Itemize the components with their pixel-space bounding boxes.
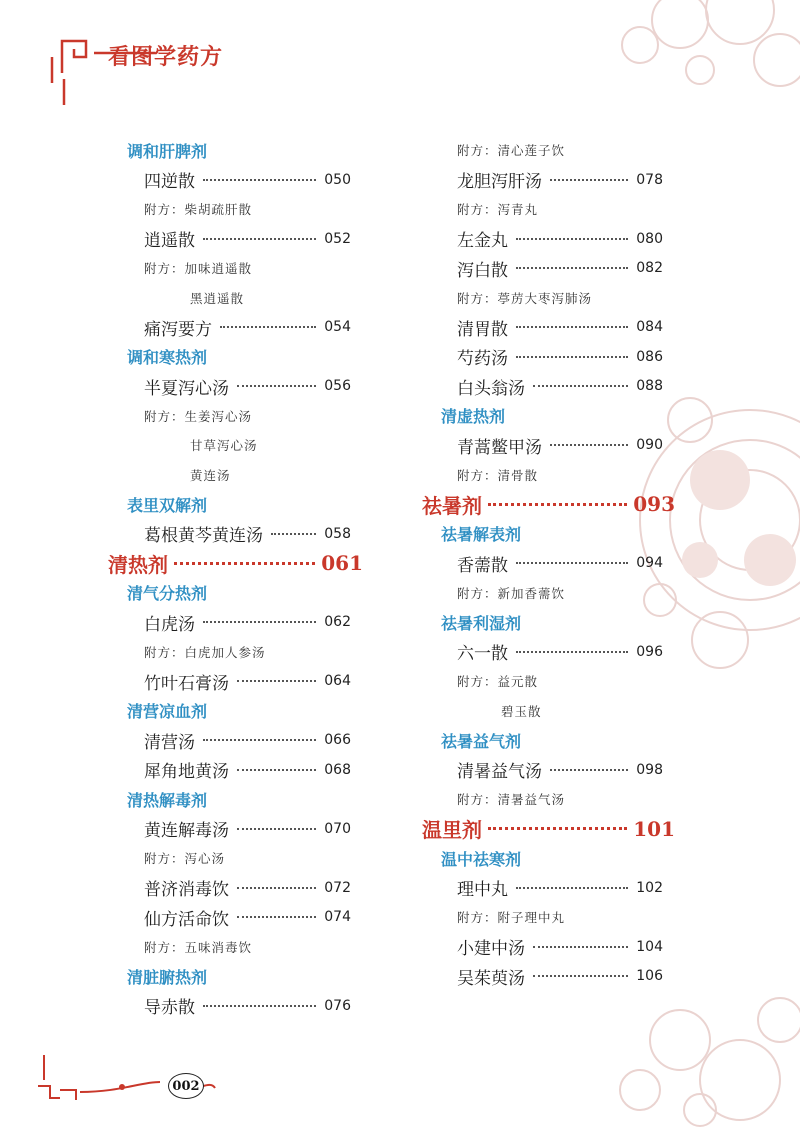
chapter-title: 祛暑剂 — [422, 493, 482, 518]
entry-title: 痛泻要方 — [144, 319, 212, 340]
toc-entry — [144, 816, 351, 842]
appended-formula — [457, 580, 565, 606]
toc-entry — [457, 875, 663, 901]
entry-page-number: 066 — [324, 732, 351, 748]
appended-formula — [457, 196, 538, 222]
entry-title: 六一散 — [457, 644, 508, 664]
entry-page-number: 064 — [324, 673, 351, 689]
section-heading — [127, 491, 207, 517]
appended-formula — [457, 668, 538, 694]
toc-entry — [457, 344, 663, 370]
chapter-page-number: 061 — [321, 551, 363, 575]
dot-leader — [516, 356, 628, 358]
appended-formula-text: 碧玉散 — [501, 703, 542, 719]
appended-formula-text: 附方：五味消毒饮 — [144, 939, 253, 955]
entry-page-number: 068 — [324, 761, 351, 778]
entry-page-number: 106 — [636, 968, 663, 984]
section-heading-text: 调和寒热剂 — [127, 348, 208, 367]
appended-formula-text: 附方：柴胡疏肝散 — [144, 202, 253, 217]
entry-page-number: 096 — [636, 643, 663, 660]
section-heading — [127, 698, 207, 724]
entry-page-number: 062 — [324, 614, 351, 630]
entry-title: 清胃散 — [457, 319, 508, 340]
appended-formula — [457, 137, 565, 163]
dot-leader — [237, 680, 316, 682]
section-heading-text: 清营凉血剂 — [127, 702, 208, 721]
appended-formula — [190, 285, 244, 311]
chapter-page-number: 093 — [633, 492, 675, 516]
section-heading — [127, 786, 207, 812]
section-heading-text: 祛暑利湿剂 — [441, 613, 522, 633]
entry-title: 左金丸 — [457, 231, 508, 251]
entry-title: 龙胆泻肝汤 — [457, 172, 542, 192]
chapter-title: 清热剂 — [108, 552, 168, 577]
entry-page-number: 088 — [636, 378, 663, 394]
dot-leader — [550, 769, 628, 771]
section-heading — [127, 580, 207, 606]
dot-leader — [203, 238, 316, 240]
dot-leader — [516, 326, 628, 328]
dot-leader — [533, 975, 628, 977]
section-heading — [441, 403, 505, 429]
entry-page-number: 076 — [324, 997, 351, 1014]
entry-page-number: 084 — [636, 319, 663, 335]
entry-title: 半夏泻心汤 — [144, 378, 229, 399]
entry-page-number: 052 — [324, 230, 351, 247]
appended-formula-text: 附方：清心莲子饮 — [457, 143, 566, 158]
dot-leader — [550, 179, 628, 181]
entry-title: 竹叶石膏汤 — [144, 673, 229, 694]
section-heading-text: 调和肝脾剂 — [127, 141, 208, 161]
dot-leader — [533, 946, 628, 948]
toc-entry — [457, 963, 663, 989]
entry-title: 犀角地黄汤 — [144, 762, 229, 782]
dot-leader — [516, 562, 628, 564]
toc-entry — [457, 373, 663, 399]
appended-formula — [144, 934, 252, 960]
entry-title: 吴茱萸汤 — [457, 968, 525, 989]
appended-formula-text: 附方：泻心汤 — [144, 851, 226, 866]
entry-page-number: 082 — [636, 260, 663, 276]
section-heading — [441, 727, 521, 753]
section-heading-text: 温中祛寒剂 — [441, 849, 522, 869]
appended-formula — [501, 698, 542, 724]
entry-title: 白头翁汤 — [457, 378, 525, 399]
page-number: 002 — [168, 1073, 204, 1099]
appended-formula — [457, 786, 565, 812]
dot-leader — [516, 267, 628, 269]
entry-page-number: 058 — [324, 525, 351, 542]
section-heading — [441, 845, 521, 871]
entry-page-number: 074 — [324, 909, 351, 925]
dot-leader — [237, 828, 316, 830]
section-heading-text: 清脏腑热剂 — [127, 967, 208, 987]
dot-leader — [237, 769, 316, 771]
section-heading — [127, 137, 207, 163]
section-heading-text: 祛暑解表剂 — [441, 525, 522, 544]
entry-page-number: 050 — [324, 171, 351, 188]
toc-entry — [457, 226, 663, 252]
entry-page-number: 086 — [636, 348, 663, 365]
entry-title: 小建中汤 — [457, 939, 525, 959]
toc-entry — [144, 875, 351, 901]
dot-leader — [203, 1005, 316, 1007]
appended-formula — [144, 403, 252, 429]
entry-page-number: 054 — [324, 319, 351, 335]
toc-entry — [144, 993, 351, 1019]
toc-entry — [144, 668, 351, 694]
entry-page-number: 070 — [324, 820, 351, 837]
entry-title: 葛根黄芩黄连汤 — [144, 526, 263, 546]
entry-title: 白虎汤 — [144, 614, 195, 635]
toc-entry — [144, 727, 351, 753]
entry-page-number: 094 — [636, 555, 663, 571]
entry-title: 泻白散 — [457, 260, 508, 281]
appended-formula-text: 附方：葶苈大枣泻肺汤 — [457, 290, 593, 306]
appended-formula-text: 附方：生姜泻心汤 — [144, 408, 253, 424]
entry-page-number: 102 — [636, 879, 663, 896]
toc-entry — [144, 373, 351, 399]
dot-leader — [203, 621, 316, 623]
section-heading-text: 清热解毒剂 — [127, 790, 208, 810]
entry-page-number: 098 — [636, 761, 663, 778]
entry-title: 青蒿鳖甲汤 — [457, 437, 542, 458]
dot-leader — [203, 179, 316, 181]
dot-leader — [488, 827, 627, 830]
toc-entry — [144, 609, 351, 635]
dot-leader — [174, 562, 315, 565]
appended-formula-text: 附方：清暑益气汤 — [457, 792, 566, 807]
entry-title: 导赤散 — [144, 998, 195, 1018]
dot-leader — [203, 739, 316, 741]
toc-entry — [457, 639, 663, 665]
section-heading-text: 清虚热剂 — [441, 407, 506, 426]
appended-formula-text: 附方：益元散 — [457, 674, 539, 689]
appended-formula-text: 附方：白虎加人参汤 — [144, 644, 266, 660]
dot-leader — [237, 385, 316, 387]
section-heading-text: 表里双解剂 — [127, 495, 208, 515]
toc-entry — [144, 226, 351, 252]
dot-leader — [533, 385, 628, 387]
toc-entry — [457, 167, 663, 193]
appended-formula-text: 附方：泻青丸 — [457, 202, 539, 217]
dot-leader — [488, 503, 627, 506]
toc-entry — [457, 314, 663, 340]
toc-entry — [144, 757, 351, 783]
appended-formula-text: 附方：清骨散 — [457, 467, 539, 483]
toc-entry — [457, 255, 663, 281]
entry-page-number: 056 — [324, 378, 351, 394]
toc-entry — [144, 314, 351, 340]
entry-title: 芍药汤 — [457, 349, 508, 369]
chapter-heading — [108, 550, 363, 576]
entry-title: 清营汤 — [144, 732, 195, 753]
dot-leader — [220, 326, 316, 328]
appended-formula — [144, 845, 225, 871]
dot-leader — [271, 533, 316, 535]
appended-formula — [190, 462, 231, 488]
section-heading — [441, 521, 521, 547]
entry-title: 理中丸 — [457, 880, 508, 900]
entry-title: 仙方活命饮 — [144, 909, 229, 930]
appended-formula-text: 黑逍遥散 — [190, 290, 245, 306]
chapter-heading — [422, 491, 675, 517]
header-title: 看图学药方 — [108, 44, 224, 70]
appended-formula-text: 附方：附子理中丸 — [457, 910, 566, 925]
entry-title: 黄连解毒汤 — [144, 821, 229, 841]
entry-title: 清暑益气汤 — [457, 762, 542, 782]
toc-entry — [144, 904, 351, 930]
section-heading — [441, 609, 521, 635]
entry-page-number: 090 — [636, 437, 663, 453]
appended-formula — [144, 639, 266, 665]
section-heading — [127, 344, 207, 370]
section-heading-text: 清气分热剂 — [127, 584, 208, 603]
toc-entry — [457, 934, 663, 960]
entry-page-number: 080 — [636, 230, 663, 247]
entry-title: 香薷散 — [457, 555, 508, 576]
dot-leader — [237, 916, 316, 918]
dot-leader — [516, 238, 628, 240]
appended-formula — [144, 255, 252, 281]
dot-leader — [516, 887, 628, 889]
dot-leader — [516, 651, 628, 653]
appended-formula-text: 附方：加味逍遥散 — [144, 261, 253, 276]
chapter-heading — [422, 816, 675, 842]
appended-formula — [457, 904, 565, 930]
entry-page-number: 078 — [636, 171, 663, 188]
entry-page-number: 072 — [324, 879, 351, 896]
toc-entry — [144, 167, 351, 193]
appended-formula-text: 甘草泻心汤 — [190, 438, 258, 453]
appended-formula — [457, 285, 592, 311]
section-heading-text: 祛暑益气剂 — [441, 731, 522, 751]
entry-title: 四逆散 — [144, 172, 195, 192]
toc-entry — [457, 757, 663, 783]
appended-formula-text: 黄连汤 — [190, 467, 231, 483]
appended-formula — [144, 196, 252, 222]
entry-title: 普济消毒饮 — [144, 880, 229, 900]
toc-entry — [457, 550, 663, 576]
chapter-title: 温里剂 — [422, 818, 482, 842]
toc-entry — [144, 521, 351, 547]
entry-page-number: 104 — [636, 938, 663, 955]
toc-entry — [457, 432, 663, 458]
appended-formula-text: 附方：新加香薷饮 — [457, 585, 566, 601]
entry-title: 逍遥散 — [144, 231, 195, 251]
section-heading — [127, 963, 207, 989]
appended-formula — [457, 462, 538, 488]
appended-formula — [190, 432, 258, 458]
dot-leader — [237, 887, 316, 889]
dot-leader — [550, 444, 628, 446]
chapter-page-number: 101 — [633, 816, 675, 841]
